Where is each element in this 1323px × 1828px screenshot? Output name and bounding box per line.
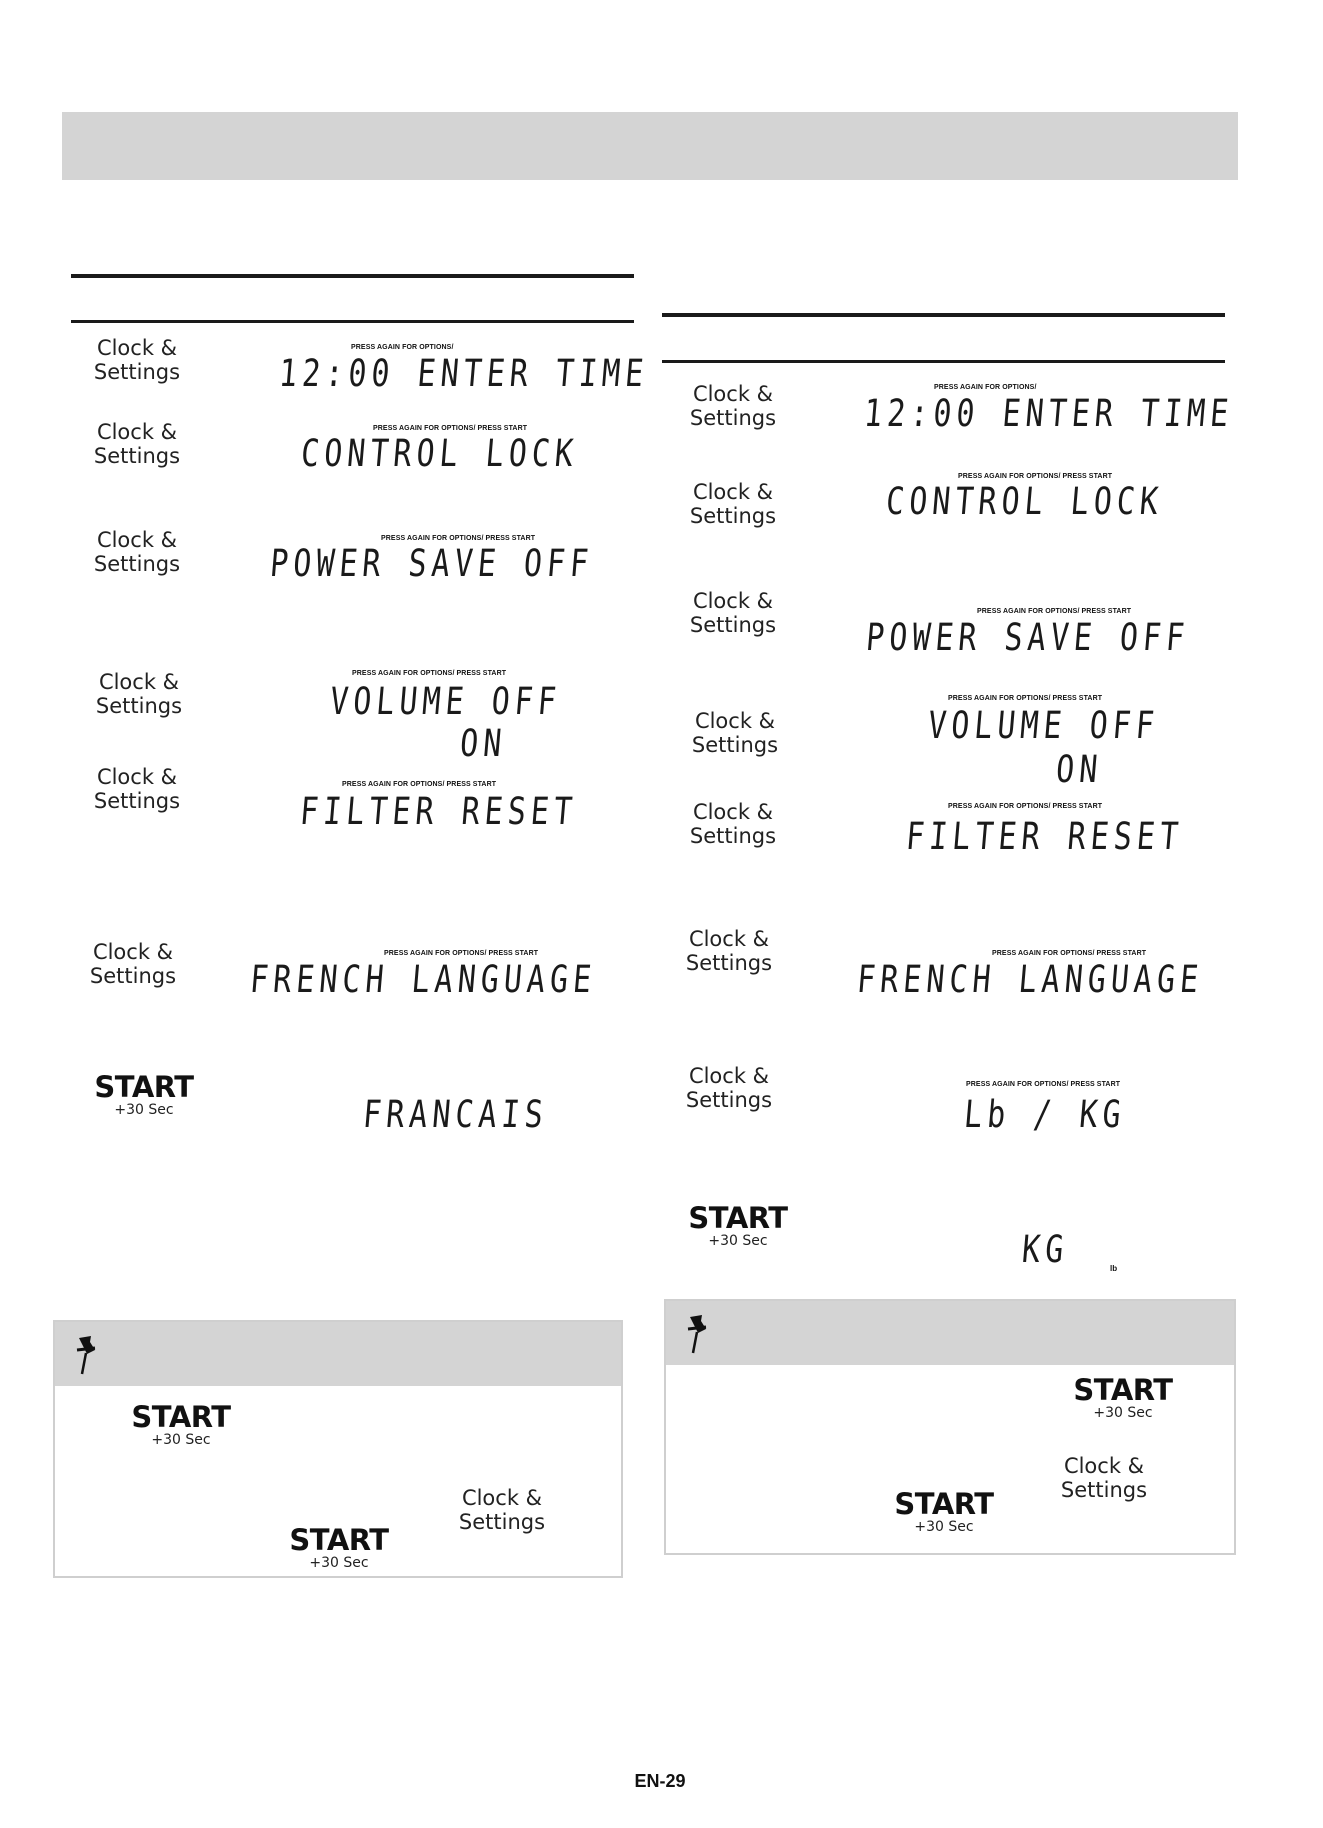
lcd-prompt: PRESS AGAIN FOR OPTIONS/ bbox=[934, 384, 1037, 391]
start-sublabel: +30 Sec bbox=[708, 1233, 768, 1249]
start-button[interactable] bbox=[682, 1203, 794, 1249]
start-sublabel: +30 Sec bbox=[309, 1555, 369, 1571]
button-label-line1: Clock & bbox=[692, 382, 774, 406]
lcd-prompt: PRESS AGAIN FOR OPTIONS/ PRESS START bbox=[958, 473, 1113, 480]
button-label-line1: Clock & bbox=[98, 670, 180, 694]
start-sublabel: +30 Sec bbox=[1093, 1405, 1153, 1421]
start-label: START bbox=[94, 1070, 194, 1104]
clock-settings-button[interactable] bbox=[82, 336, 192, 384]
lcd-prompt: PRESS AGAIN FOR OPTIONS/ PRESS START bbox=[342, 781, 497, 788]
button-label-line2: Settings bbox=[689, 504, 777, 528]
start-sublabel: +30 Sec bbox=[914, 1519, 974, 1535]
button-label-line2: Settings bbox=[93, 444, 181, 468]
button-label-line1: Clock & bbox=[461, 1486, 543, 1510]
note-box bbox=[664, 1299, 1236, 1555]
clock-settings-button[interactable] bbox=[447, 1486, 557, 1534]
note-header bbox=[666, 1301, 1234, 1365]
button-label-line2: Settings bbox=[95, 694, 183, 718]
clock-settings-button[interactable] bbox=[82, 528, 192, 576]
lcd-display: 12:00 ENTER TIME bbox=[277, 352, 650, 396]
lcd-display: VOLUME OFF bbox=[926, 704, 1161, 748]
clock-settings-button[interactable] bbox=[78, 940, 188, 988]
lcd-display-option: ON bbox=[458, 722, 509, 766]
button-label-line2: Settings bbox=[458, 1510, 546, 1534]
lcd-display: POWER SAVE OFF bbox=[268, 542, 595, 586]
lcd-prompt: PRESS AGAIN FOR OPTIONS/ PRESS START bbox=[352, 670, 507, 677]
button-label-line1: Clock & bbox=[694, 709, 776, 733]
lcd-display-option: ON bbox=[1054, 748, 1105, 792]
lcd-display: Lb / KG bbox=[962, 1093, 1128, 1137]
start-sublabel: +30 Sec bbox=[151, 1432, 211, 1448]
button-label-line2: Settings bbox=[93, 789, 181, 813]
pushpin-icon bbox=[73, 1334, 103, 1378]
clock-settings-button[interactable] bbox=[678, 800, 788, 848]
lcd-display: CONTROL LOCK bbox=[884, 480, 1165, 524]
button-label-line2: Settings bbox=[93, 552, 181, 576]
start-label: START bbox=[688, 1201, 788, 1235]
clock-settings-button[interactable] bbox=[674, 927, 784, 975]
clock-settings-button[interactable] bbox=[1049, 1454, 1159, 1502]
button-label-line1: Clock & bbox=[688, 927, 770, 951]
start-label: START bbox=[131, 1400, 231, 1434]
button-label-line1: Clock & bbox=[692, 589, 774, 613]
button-label-line1: Clock & bbox=[1063, 1454, 1145, 1478]
lcd-display: VOLUME OFF bbox=[328, 680, 563, 724]
button-label-line1: Clock & bbox=[92, 940, 174, 964]
start-button[interactable] bbox=[1067, 1375, 1179, 1421]
clock-settings-button[interactable] bbox=[674, 1064, 784, 1112]
right-top-rule bbox=[662, 313, 1225, 317]
button-label-line2: Settings bbox=[691, 733, 779, 757]
lcd-prompt: PRESS AGAIN FOR OPTIONS/ PRESS START bbox=[948, 803, 1103, 810]
start-sublabel: +30 Sec bbox=[114, 1102, 174, 1118]
lcd-display: FILTER RESET bbox=[904, 815, 1185, 859]
section-header-bar bbox=[62, 112, 1238, 180]
button-label-line2: Settings bbox=[689, 824, 777, 848]
lcd-display: FRENCH LANGUAGE bbox=[855, 958, 1205, 1002]
note-header bbox=[55, 1322, 621, 1386]
lcd-prompt: PRESS AGAIN FOR OPTIONS/ PRESS START bbox=[948, 695, 1103, 702]
lcd-prompt: PRESS AGAIN FOR OPTIONS/ bbox=[351, 344, 454, 351]
clock-settings-button[interactable] bbox=[84, 670, 194, 718]
button-label-line1: Clock & bbox=[96, 765, 178, 789]
left-header-rule bbox=[71, 320, 634, 323]
unit-indicator: lb bbox=[1110, 1264, 1118, 1273]
button-label-line1: Clock & bbox=[688, 1064, 770, 1088]
button-label-line2: Settings bbox=[1060, 1478, 1148, 1502]
button-label-line1: Clock & bbox=[96, 420, 178, 444]
button-label-line2: Settings bbox=[685, 1088, 773, 1112]
clock-settings-button[interactable] bbox=[82, 765, 192, 813]
button-label-line1: Clock & bbox=[692, 480, 774, 504]
lcd-prompt: PRESS AGAIN FOR OPTIONS/ PRESS START bbox=[966, 1081, 1121, 1088]
button-label-line2: Settings bbox=[689, 406, 777, 430]
button-label-line1: Clock & bbox=[692, 800, 774, 824]
lcd-display: FRANCAIS bbox=[361, 1093, 550, 1137]
lcd-prompt: PRESS AGAIN FOR OPTIONS/ PRESS START bbox=[992, 950, 1147, 957]
clock-settings-button[interactable] bbox=[678, 480, 788, 528]
lcd-display: FRENCH LANGUAGE bbox=[248, 958, 598, 1002]
start-button[interactable] bbox=[88, 1072, 200, 1118]
start-button[interactable] bbox=[125, 1402, 237, 1448]
button-label-line1: Clock & bbox=[96, 336, 178, 360]
start-label: START bbox=[289, 1523, 389, 1557]
clock-settings-button[interactable] bbox=[678, 382, 788, 430]
page-number: EN-29 bbox=[634, 1771, 686, 1791]
lcd-display: FILTER RESET bbox=[298, 790, 579, 834]
clock-settings-button[interactable] bbox=[678, 589, 788, 637]
start-label: START bbox=[1073, 1373, 1173, 1407]
left-top-rule bbox=[71, 274, 634, 278]
button-label-line2: Settings bbox=[89, 964, 177, 988]
lcd-display: POWER SAVE OFF bbox=[864, 616, 1191, 660]
note-box bbox=[53, 1320, 623, 1578]
right-header-rule bbox=[662, 360, 1225, 363]
button-label-line1: Clock & bbox=[96, 528, 178, 552]
start-button[interactable] bbox=[888, 1489, 1000, 1535]
start-button[interactable] bbox=[283, 1525, 395, 1571]
lcd-display: CONTROL LOCK bbox=[299, 432, 580, 476]
clock-settings-button[interactable] bbox=[680, 709, 790, 757]
lcd-display: KG bbox=[1020, 1228, 1071, 1272]
lcd-display: 12:00 ENTER TIME bbox=[862, 392, 1235, 436]
button-label-line2: Settings bbox=[689, 613, 777, 637]
clock-settings-button[interactable] bbox=[82, 420, 192, 468]
start-label: START bbox=[894, 1487, 994, 1521]
lcd-prompt: PRESS AGAIN FOR OPTIONS/ PRESS START bbox=[977, 608, 1132, 615]
button-label-line2: Settings bbox=[93, 360, 181, 384]
lcd-prompt: PRESS AGAIN FOR OPTIONS/ PRESS START bbox=[373, 425, 528, 432]
button-label-line2: Settings bbox=[685, 951, 773, 975]
lcd-prompt: PRESS AGAIN FOR OPTIONS/ PRESS START bbox=[384, 950, 539, 957]
lcd-prompt: PRESS AGAIN FOR OPTIONS/ PRESS START bbox=[381, 535, 536, 542]
pushpin-icon bbox=[684, 1313, 714, 1357]
